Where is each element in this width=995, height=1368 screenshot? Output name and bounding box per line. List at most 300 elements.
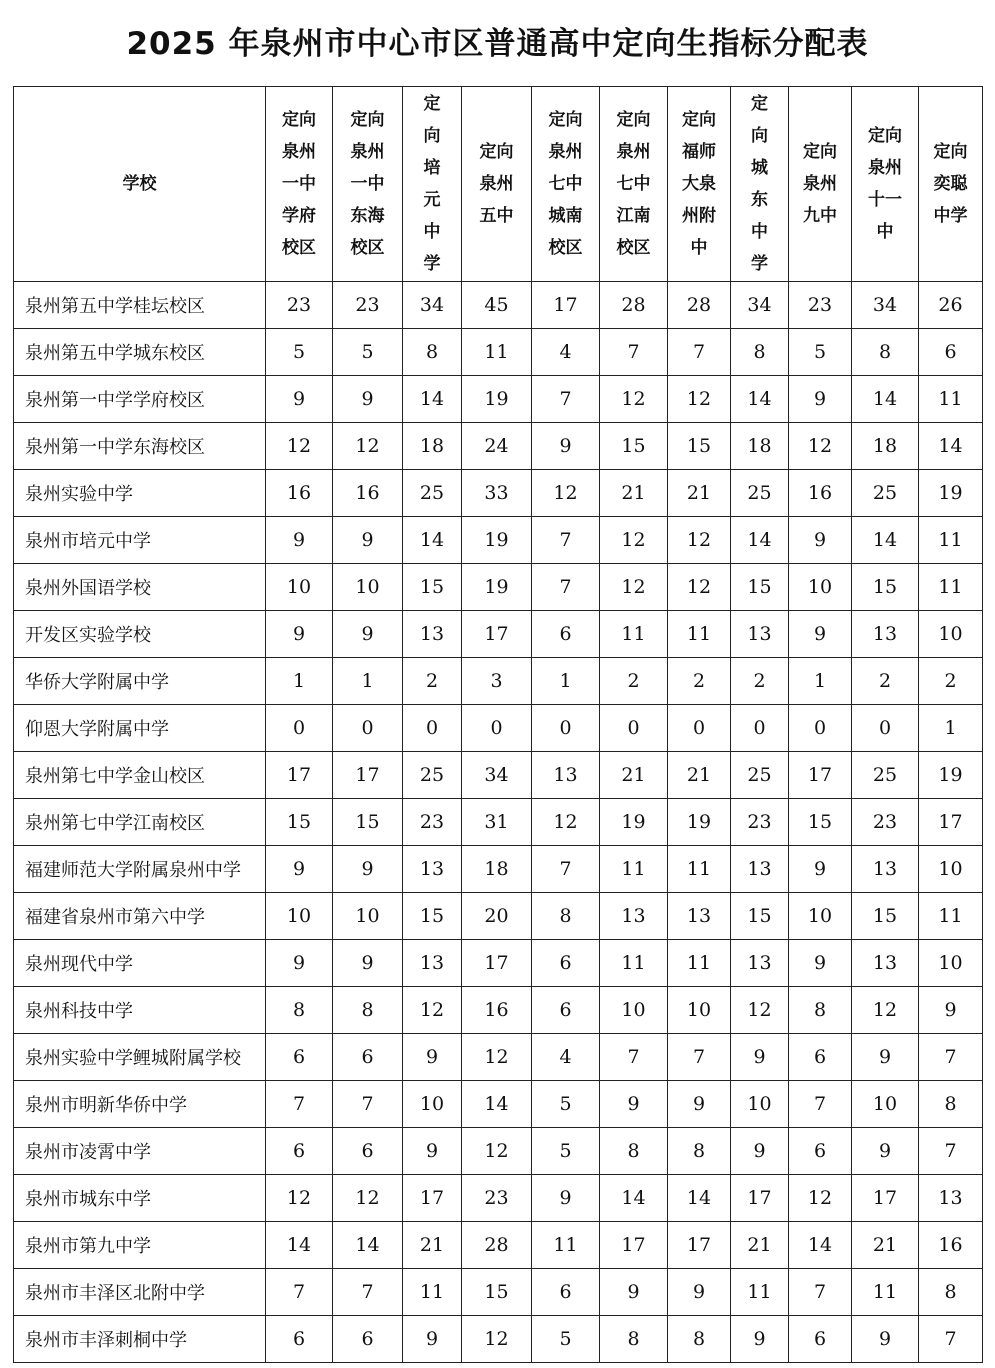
quota-cell: 9 (333, 517, 403, 564)
quota-cell: 9 (919, 987, 983, 1034)
quota-cell: 17 (919, 799, 983, 846)
quota-cell: 16 (462, 987, 532, 1034)
quota-cell: 12 (333, 1175, 403, 1222)
quota-cell: 15 (852, 893, 919, 940)
quota-cell: 0 (668, 705, 731, 752)
quota-cell: 0 (532, 705, 600, 752)
quota-cell: 15 (668, 423, 731, 470)
quota-cell: 7 (789, 1269, 852, 1316)
quota-cell: 19 (462, 564, 532, 611)
quota-cell: 2 (668, 658, 731, 705)
table-row (14, 611, 983, 658)
quota-cell: 12 (668, 564, 731, 611)
quota-cell: 6 (532, 987, 600, 1034)
page-title: 2025 年泉州市中心市区普通高中定向生指标分配表 (126, 26, 869, 62)
column-header-line: 学 (751, 254, 768, 274)
column-header-5 (532, 87, 600, 282)
quota-cell: 10 (668, 987, 731, 1034)
quota-cell: 8 (532, 893, 600, 940)
quota-cell: 19 (919, 470, 983, 517)
school-name-cell: 泉州第七中学江南校区 (14, 799, 266, 846)
quota-cell: 11 (668, 611, 731, 658)
quota-cell: 6 (333, 1128, 403, 1175)
quota-cell: 7 (919, 1316, 983, 1363)
column-header-2 (333, 87, 403, 282)
school-name-cell: 泉州实验中学 (14, 470, 266, 517)
quota-cell: 8 (919, 1269, 983, 1316)
quota-cell: 21 (403, 1222, 462, 1269)
column-header-9 (789, 87, 852, 282)
column-header-7 (668, 87, 731, 282)
quota-cell: 5 (532, 1316, 600, 1363)
quota-cell: 25 (403, 752, 462, 799)
quota-cell: 7 (532, 846, 600, 893)
quota-cell: 18 (852, 423, 919, 470)
quota-cell: 4 (532, 329, 600, 376)
quota-cell: 8 (852, 329, 919, 376)
quota-cell: 12 (462, 1316, 532, 1363)
column-header-line: 东海 (350, 206, 385, 226)
quota-cell: 23 (403, 799, 462, 846)
quota-cell: 7 (333, 1081, 403, 1128)
quota-cell: 7 (532, 564, 600, 611)
quota-cell: 11 (600, 611, 668, 658)
quota-cell: 8 (668, 1128, 731, 1175)
quota-cell: 8 (789, 987, 852, 1034)
quota-cell: 28 (462, 1222, 532, 1269)
quota-cell: 11 (731, 1269, 789, 1316)
quota-cell: 2 (600, 658, 668, 705)
column-header-1 (266, 87, 333, 282)
quota-cell: 15 (789, 799, 852, 846)
column-header-line: 向 (423, 126, 441, 146)
quota-cell: 10 (266, 893, 333, 940)
quota-cell: 9 (789, 517, 852, 564)
column-header-line: 州附 (682, 206, 716, 226)
quota-cell: 8 (266, 987, 333, 1034)
quota-cell: 9 (852, 1128, 919, 1175)
column-header-line: 中 (876, 222, 894, 242)
quota-cell: 17 (403, 1175, 462, 1222)
quota-cell: 10 (919, 846, 983, 893)
quota-cell: 11 (919, 517, 983, 564)
quota-cell: 9 (266, 517, 333, 564)
quota-cell: 9 (731, 1034, 789, 1081)
quota-cell: 12 (600, 564, 668, 611)
quota-cell: 7 (532, 517, 600, 564)
quota-cell: 11 (600, 846, 668, 893)
quota-cell: 10 (600, 987, 668, 1034)
school-name-cell: 泉州市凌霄中学 (14, 1128, 266, 1175)
school-name-cell: 泉州第一中学学府校区 (14, 376, 266, 423)
quota-cell: 13 (532, 752, 600, 799)
column-header-line: 定 (423, 94, 441, 114)
quota-cell: 0 (333, 705, 403, 752)
school-name-cell: 泉州科技中学 (14, 987, 266, 1034)
quota-cell: 9 (266, 940, 333, 987)
quota-cell: 10 (789, 564, 852, 611)
school-name-cell: 泉州市城东中学 (14, 1175, 266, 1222)
allocation-table (13, 86, 983, 1363)
quota-cell: 11 (600, 940, 668, 987)
column-header-line: 培 (423, 158, 441, 178)
quota-cell: 17 (333, 752, 403, 799)
quota-cell: 13 (852, 846, 919, 893)
quota-cell: 12 (266, 423, 333, 470)
quota-cell: 19 (462, 376, 532, 423)
quota-cell: 8 (600, 1316, 668, 1363)
quota-cell: 5 (266, 329, 333, 376)
quota-cell: 9 (731, 1316, 789, 1363)
quota-cell: 10 (333, 564, 403, 611)
quota-cell: 13 (852, 940, 919, 987)
quota-cell: 9 (403, 1316, 462, 1363)
column-header-line: 中 (690, 238, 708, 258)
quota-cell: 14 (731, 517, 789, 564)
quota-cell: 17 (789, 752, 852, 799)
table-row (14, 1222, 983, 1269)
quota-cell: 7 (668, 1034, 731, 1081)
quota-cell: 17 (266, 752, 333, 799)
quota-cell: 16 (333, 470, 403, 517)
quota-cell: 9 (600, 1081, 668, 1128)
quota-cell: 14 (266, 1222, 333, 1269)
quota-cell: 19 (600, 799, 668, 846)
quota-cell: 10 (789, 893, 852, 940)
quota-cell: 13 (403, 940, 462, 987)
quota-cell: 23 (852, 799, 919, 846)
quota-cell: 12 (600, 517, 668, 564)
quota-cell: 14 (852, 517, 919, 564)
quota-cell: 14 (333, 1222, 403, 1269)
quota-cell: 19 (462, 517, 532, 564)
quota-cell: 4 (532, 1034, 600, 1081)
column-header-line: 定向 (933, 142, 968, 162)
quota-cell: 17 (532, 282, 600, 329)
quota-cell: 11 (852, 1269, 919, 1316)
quota-cell: 34 (462, 752, 532, 799)
column-header-line: 定向 (479, 142, 514, 162)
column-header-line: 定向 (616, 110, 651, 130)
quota-cell: 17 (731, 1175, 789, 1222)
quota-cell: 0 (462, 705, 532, 752)
quota-cell: 28 (668, 282, 731, 329)
quota-cell: 2 (852, 658, 919, 705)
quota-cell: 12 (600, 376, 668, 423)
quota-cell: 9 (852, 1034, 919, 1081)
quota-cell: 34 (731, 282, 789, 329)
quota-cell: 14 (789, 1222, 852, 1269)
quota-cell: 5 (532, 1128, 600, 1175)
quota-cell: 19 (919, 752, 983, 799)
table-row (14, 1081, 983, 1128)
quota-cell: 12 (731, 987, 789, 1034)
quota-cell: 33 (462, 470, 532, 517)
column-header-line: 泉州 (616, 142, 651, 162)
quota-cell: 6 (789, 1034, 852, 1081)
school-name-cell: 泉州第五中学城东校区 (14, 329, 266, 376)
quota-cell: 6 (789, 1316, 852, 1363)
quota-cell: 13 (668, 893, 731, 940)
column-header-line: 城南 (548, 206, 583, 226)
quota-cell: 9 (668, 1269, 731, 1316)
quota-cell: 8 (333, 987, 403, 1034)
column-header-line: 九中 (803, 206, 837, 226)
quota-cell: 13 (919, 1175, 983, 1222)
school-column-header: 学校 (14, 87, 266, 282)
quota-cell: 17 (462, 940, 532, 987)
quota-cell: 0 (600, 705, 668, 752)
quota-cell: 12 (668, 517, 731, 564)
school-name-cell: 开发区实验学校 (14, 611, 266, 658)
quota-cell: 24 (462, 423, 532, 470)
quota-cell: 14 (403, 376, 462, 423)
table-row (14, 329, 983, 376)
quota-cell: 9 (668, 1081, 731, 1128)
quota-cell: 9 (333, 611, 403, 658)
table-row (14, 658, 983, 705)
column-header-10 (852, 87, 919, 282)
table-row (14, 517, 983, 564)
quota-cell: 12 (333, 423, 403, 470)
column-header-line: 一中 (350, 174, 385, 194)
quota-cell: 9 (731, 1128, 789, 1175)
quota-cell: 9 (789, 846, 852, 893)
table-row (14, 705, 983, 752)
quota-cell: 14 (731, 376, 789, 423)
quota-cell: 6 (532, 1269, 600, 1316)
quota-cell: 11 (919, 376, 983, 423)
column-header-line: 校区 (616, 238, 651, 258)
quota-cell: 21 (600, 470, 668, 517)
column-header-line: 向 (751, 126, 768, 146)
table-row (14, 1128, 983, 1175)
school-name-cell: 泉州市明新华侨中学 (14, 1081, 266, 1128)
quota-cell: 25 (731, 470, 789, 517)
quota-cell: 6 (266, 1316, 333, 1363)
school-name-cell: 泉州第一中学东海校区 (14, 423, 266, 470)
table-row (14, 1034, 983, 1081)
column-header-line: 福师 (682, 142, 716, 162)
quota-cell: 7 (266, 1081, 333, 1128)
table-row (14, 282, 983, 329)
quota-cell: 15 (731, 564, 789, 611)
quota-cell: 20 (462, 893, 532, 940)
quota-cell: 13 (852, 611, 919, 658)
quota-cell: 8 (668, 1316, 731, 1363)
quota-cell: 1 (266, 658, 333, 705)
quota-cell: 23 (333, 282, 403, 329)
quota-cell: 15 (403, 893, 462, 940)
quota-cell: 1 (532, 658, 600, 705)
quota-cell: 11 (919, 564, 983, 611)
table-row (14, 799, 983, 846)
table-row (14, 1175, 983, 1222)
quota-cell: 9 (789, 940, 852, 987)
column-header-line: 中 (423, 222, 441, 242)
quota-cell: 5 (789, 329, 852, 376)
column-header-line: 一中 (282, 174, 316, 194)
quota-cell: 12 (462, 1128, 532, 1175)
quota-cell: 0 (403, 705, 462, 752)
column-header-line: 大泉 (682, 174, 716, 194)
quota-cell: 7 (532, 376, 600, 423)
quota-cell: 16 (919, 1222, 983, 1269)
table-row (14, 752, 983, 799)
quota-cell: 13 (731, 846, 789, 893)
table-body (14, 282, 983, 1363)
quota-cell: 9 (266, 376, 333, 423)
column-header-line: 中学 (933, 206, 968, 226)
quota-cell: 8 (600, 1128, 668, 1175)
quota-cell: 25 (731, 752, 789, 799)
quota-cell: 10 (266, 564, 333, 611)
quota-cell: 17 (462, 611, 532, 658)
table-row (14, 1316, 983, 1363)
quota-cell: 14 (852, 376, 919, 423)
column-header-4 (462, 87, 532, 282)
column-header-line: 中 (751, 222, 768, 242)
quota-cell: 8 (919, 1081, 983, 1128)
quota-cell: 10 (919, 611, 983, 658)
quota-cell: 16 (266, 470, 333, 517)
column-header-6 (600, 87, 668, 282)
quota-cell: 19 (668, 799, 731, 846)
quota-cell: 28 (600, 282, 668, 329)
quota-cell: 12 (403, 987, 462, 1034)
school-name-cell: 泉州第七中学金山校区 (14, 752, 266, 799)
quota-cell: 9 (403, 1128, 462, 1175)
quota-cell: 14 (403, 517, 462, 564)
column-header-line: 校区 (282, 238, 316, 258)
quota-cell: 12 (266, 1175, 333, 1222)
table-row (14, 940, 983, 987)
quota-cell: 6 (333, 1034, 403, 1081)
table-row (14, 1269, 983, 1316)
table-row (14, 376, 983, 423)
column-header-line: 定向 (282, 110, 316, 130)
column-header-line: 七中 (548, 174, 583, 194)
column-header-line: 泉州 (803, 174, 837, 194)
quota-cell: 11 (462, 329, 532, 376)
quota-cell: 0 (789, 705, 852, 752)
school-name-cell: 泉州现代中学 (14, 940, 266, 987)
school-name-cell: 泉州市丰泽区北附中学 (14, 1269, 266, 1316)
quota-cell: 12 (532, 799, 600, 846)
quota-cell: 15 (731, 893, 789, 940)
quota-cell: 11 (532, 1222, 600, 1269)
quota-cell: 9 (600, 1269, 668, 1316)
column-header-line: 七中 (616, 174, 651, 194)
column-header-11 (919, 87, 983, 282)
quota-cell: 11 (919, 893, 983, 940)
quota-cell: 34 (403, 282, 462, 329)
quota-cell: 8 (731, 329, 789, 376)
quota-cell: 8 (403, 329, 462, 376)
quota-cell: 2 (731, 658, 789, 705)
quota-cell: 45 (462, 282, 532, 329)
quota-cell: 7 (600, 1034, 668, 1081)
quota-cell: 31 (462, 799, 532, 846)
quota-cell: 7 (266, 1269, 333, 1316)
quota-cell: 13 (403, 846, 462, 893)
quota-cell: 9 (266, 611, 333, 658)
column-header-line: 元 (423, 190, 441, 210)
column-header-line: 定 (751, 94, 768, 114)
quota-cell: 13 (731, 611, 789, 658)
column-header-line: 学 (423, 254, 441, 274)
quota-cell: 6 (789, 1128, 852, 1175)
quota-cell: 13 (731, 940, 789, 987)
school-name-cell: 仰恩大学附属中学 (14, 705, 266, 752)
quota-cell: 11 (403, 1269, 462, 1316)
quota-cell: 10 (731, 1081, 789, 1128)
column-header-line: 泉州 (479, 174, 514, 194)
quota-cell: 3 (462, 658, 532, 705)
quota-cell: 13 (403, 611, 462, 658)
quota-cell: 15 (600, 423, 668, 470)
school-name-cell: 泉州市培元中学 (14, 517, 266, 564)
column-header-line: 定向 (868, 126, 902, 146)
quota-cell: 25 (403, 470, 462, 517)
column-header-line: 校区 (350, 238, 385, 258)
quota-cell: 10 (403, 1081, 462, 1128)
column-header-line: 五中 (479, 206, 514, 226)
quota-cell: 21 (668, 470, 731, 517)
column-header-line: 学府 (282, 206, 316, 226)
quota-cell: 0 (731, 705, 789, 752)
column-header-8 (731, 87, 789, 282)
quota-cell: 15 (266, 799, 333, 846)
quota-cell: 9 (266, 846, 333, 893)
quota-cell: 12 (789, 423, 852, 470)
school-name-cell: 泉州实验中学鲤城附属学校 (14, 1034, 266, 1081)
school-name-cell: 福建师范大学附属泉州中学 (14, 846, 266, 893)
school-name-cell: 福建省泉州市第六中学 (14, 893, 266, 940)
quota-cell: 7 (919, 1128, 983, 1175)
quota-cell: 7 (600, 329, 668, 376)
table-row (14, 846, 983, 893)
quota-cell: 18 (403, 423, 462, 470)
column-header-3 (403, 87, 462, 282)
column-header-line: 十一 (868, 190, 902, 210)
quota-cell: 1 (789, 658, 852, 705)
quota-cell: 23 (789, 282, 852, 329)
quota-cell: 6 (266, 1034, 333, 1081)
quota-cell: 7 (668, 329, 731, 376)
quota-cell: 17 (600, 1222, 668, 1269)
column-header-line: 泉州 (282, 142, 316, 162)
quota-cell: 1 (333, 658, 403, 705)
quota-cell: 9 (532, 423, 600, 470)
quota-cell: 15 (333, 799, 403, 846)
quota-cell: 1 (919, 705, 983, 752)
quota-cell: 18 (462, 846, 532, 893)
quota-cell: 15 (403, 564, 462, 611)
quota-cell: 23 (731, 799, 789, 846)
school-name-cell: 泉州市丰泽刺桐中学 (14, 1316, 266, 1363)
column-header-line: 定向 (803, 142, 837, 162)
quota-cell: 7 (333, 1269, 403, 1316)
quota-cell: 17 (668, 1222, 731, 1269)
quota-cell: 9 (532, 1175, 600, 1222)
quota-cell: 2 (403, 658, 462, 705)
quota-cell: 12 (462, 1034, 532, 1081)
quota-cell: 25 (852, 470, 919, 517)
school-name-cell: 华侨大学附属中学 (14, 658, 266, 705)
column-header-line: 泉州 (350, 142, 385, 162)
quota-cell: 12 (668, 376, 731, 423)
